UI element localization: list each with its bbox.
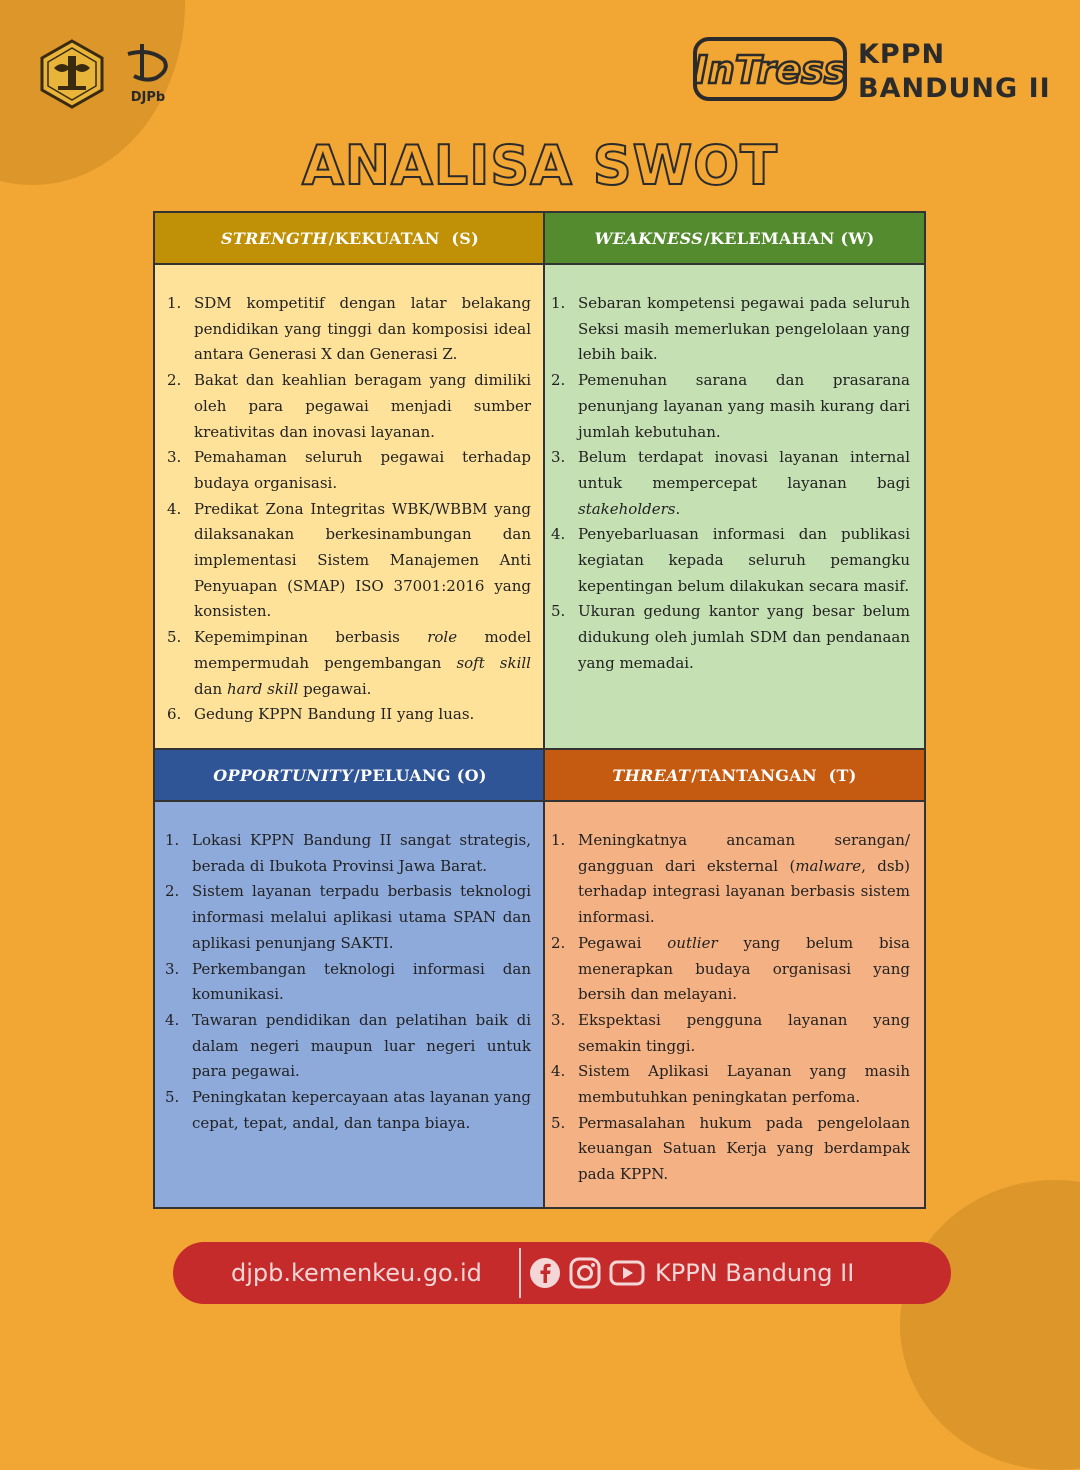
website-link[interactable]: djpb.kemenkeu.go.id xyxy=(231,1259,482,1287)
threat-item xyxy=(551,1008,910,1059)
opportunity-item-text: Sistem layanan terpadu berbasis teknologi informasi melalui aplikasi utama SPAN dan aplikasi penunjang SAKTI. xyxy=(192,882,531,952)
weakness-item xyxy=(551,599,910,676)
weakness-quadrant xyxy=(545,213,924,750)
strength-item-number: 4. xyxy=(167,499,182,518)
grid-divider-vertical xyxy=(543,213,545,1207)
djpb-emblem-icon xyxy=(120,40,176,88)
threat-item-number: 1. xyxy=(551,831,566,849)
strength-item-text: Kepemimpinan berbasis role model mempermudah pengembangan soft skill dan hard skill pegawai. xyxy=(194,628,531,698)
opportunity-item xyxy=(165,1085,531,1136)
threat-item xyxy=(551,1111,910,1188)
office-name-line1: KPPN xyxy=(858,39,946,70)
strength-item-text: Pemahaman seluruh pegawai terhadap budaya organisasi. xyxy=(194,448,531,492)
weakness-item-text: Pemenuhan sarana dan prasarana penunjang layanan yang masih kurang dari jumlah kebutuhan. xyxy=(578,371,910,441)
threat-item-text: Permasalahan hukum pada pengelolaan keuangan Satuan Kerja yang berdampak pada KPPN. xyxy=(578,1113,910,1184)
strength-item xyxy=(165,291,531,368)
strength-item-text: Bakat dan keahlian beragam yang dimiliki oleh para pegawai menjadi sumber kreativitas dan inovasi layanan. xyxy=(194,371,531,441)
weakness-item-number: 5. xyxy=(551,602,566,621)
weakness-header-italic: WEAKNESS xyxy=(594,228,703,248)
footer-divider xyxy=(519,1248,521,1298)
intress-wordmark: InTress xyxy=(693,48,847,92)
threat-quadrant xyxy=(545,750,924,1207)
opportunity-item xyxy=(165,879,531,956)
strength-item-text: SDM kompetitif dengan latar belakang pendidikan yang tinggi dan komposisi ideal antara Generasi X dan Generasi Z. xyxy=(194,294,531,364)
opportunity-item-number: 2. xyxy=(165,882,180,901)
weakness-item-number: 2. xyxy=(551,371,566,390)
threat-item-number: 2. xyxy=(551,933,566,952)
opportunity-body xyxy=(155,802,545,1136)
footer-bar xyxy=(173,1242,951,1304)
threat-header-rest: /TANTANGAN (T) xyxy=(691,765,857,785)
threat-item xyxy=(551,828,910,931)
weakness-body xyxy=(545,265,924,677)
kemenkeu-logo-icon xyxy=(36,38,108,110)
decor-circle-bottom-right xyxy=(900,1180,1080,1470)
threat-item-text: Ekspektasi pengguna layanan yang semakin tinggi. xyxy=(578,1010,910,1055)
opportunity-item xyxy=(165,828,531,879)
weakness-item-number: 3. xyxy=(551,448,566,467)
strength-item xyxy=(165,445,531,496)
opportunity-item-number: 1. xyxy=(165,831,180,849)
strength-item xyxy=(165,368,531,445)
strength-item-number: 1. xyxy=(167,294,182,312)
opportunity-item xyxy=(165,957,531,1008)
strength-header-rest: /KEKUATAN (S) xyxy=(328,228,480,248)
weakness-header xyxy=(545,213,924,265)
threat-item-number: 5. xyxy=(551,1113,566,1132)
weakness-item-text: Penyebarluasan informasi dan publikasi kegiatan kepada seluruh pemangku kepentingan belum dilakukan secara masif. xyxy=(578,525,910,595)
strength-item xyxy=(165,702,531,728)
strength-item-text: Predikat Zona Integritas WBK/WBBM yang dilaksanakan berkesinambungan dan implementasi Sistem Manajemen Anti Penyuapan (SMAP) ISO 37001:2016 yang konsisten. xyxy=(194,499,531,621)
office-name xyxy=(858,38,1051,106)
threat-header-italic: THREAT xyxy=(612,765,691,785)
weakness-item xyxy=(551,291,910,368)
strength-header xyxy=(155,213,545,265)
opportunity-item-number: 5. xyxy=(165,1088,180,1107)
opportunity-header-rest: /PELUANG (O) xyxy=(353,765,487,785)
threat-item-number: 4. xyxy=(551,1062,566,1081)
weakness-item xyxy=(551,368,910,445)
threat-item-text: Pegawai outlier yang belum bisa menerapkan budaya organisasi yang bersih dan melayani. xyxy=(578,933,910,1004)
threat-item-number: 3. xyxy=(551,1010,566,1029)
strength-quadrant xyxy=(155,213,545,750)
swot-grid xyxy=(153,211,926,1209)
weakness-item xyxy=(551,522,910,599)
opportunity-item xyxy=(165,1008,531,1085)
office-name-line2: BANDUNG II xyxy=(858,73,1051,104)
social-account-name[interactable]: KPPN Bandung II xyxy=(655,1259,855,1287)
weakness-item-number: 4. xyxy=(551,525,566,544)
intress-logo xyxy=(692,36,848,102)
threat-item xyxy=(551,1059,910,1110)
strength-item-text: Gedung KPPN Bandung II yang luas. xyxy=(194,705,475,724)
opportunity-item-number: 3. xyxy=(165,959,180,978)
threat-item xyxy=(551,931,910,1008)
strength-item xyxy=(165,625,531,702)
opportunity-item-text: Perkembangan teknologi informasi dan komunikasi. xyxy=(192,959,531,1004)
grid-divider-horizontal xyxy=(155,748,924,750)
strength-item-number: 5. xyxy=(167,628,182,647)
weakness-item-text: Ukuran gedung kantor yang besar belum didukung oleh jumlah SDM dan pendanaan yang memadai. xyxy=(578,602,910,672)
opportunity-item-text: Peningkatan kepercayaan atas layanan yang cepat, tepat, andal, dan tanpa biaya. xyxy=(192,1088,531,1132)
instagram-icon[interactable] xyxy=(569,1257,601,1289)
djpb-label: DJPb xyxy=(130,90,166,105)
weakness-item xyxy=(551,445,910,522)
threat-header xyxy=(545,750,924,802)
strength-item-number: 3. xyxy=(167,448,182,467)
threat-item-text: Sistem Aplikasi Layanan yang masih membutuhkan peningkatan perfoma. xyxy=(578,1062,910,1107)
page-title: ANALISA SWOT xyxy=(302,134,778,197)
opportunity-item-text: Tawaran pendidikan dan pelatihan baik di dalam negeri maupun luar negeri untuk para pegawai. xyxy=(192,1010,531,1081)
opportunity-header-italic: OPPORTUNITY xyxy=(213,765,353,785)
weakness-header-rest: /KELEMAHAN (W) xyxy=(703,228,875,248)
weakness-item-number: 1. xyxy=(551,294,566,312)
weakness-item-text: Belum terdapat inovasi layanan internal untuk mempercepat layanan bagi stakeholders. xyxy=(578,448,910,518)
strength-item xyxy=(165,497,531,626)
strength-header-italic: STRENGTH xyxy=(220,228,328,248)
threat-item-text: Meningkatnya ancaman serangan/ gangguan dari eksternal (malware, dsb) terhadap integrasi layanan berbasis sistem informasi. xyxy=(578,831,911,927)
strength-body xyxy=(155,265,545,728)
djpb-logo xyxy=(120,40,176,110)
opportunity-item-text: Lokasi KPPN Bandung II sangat strategis, berada di Ibukota Provinsi Jawa Barat. xyxy=(192,831,531,875)
opportunity-quadrant xyxy=(155,750,545,1207)
youtube-icon[interactable] xyxy=(609,1257,645,1289)
weakness-item-text: Sebaran kompetensi pegawai pada seluruh Seksi masih memerlukan pengelolaan yang lebih baik. xyxy=(578,294,910,364)
threat-body xyxy=(545,802,924,1188)
opportunity-header xyxy=(155,750,545,802)
strength-item-number: 2. xyxy=(167,371,182,390)
opportunity-item-number: 4. xyxy=(165,1010,180,1029)
strength-item-number: 6. xyxy=(167,705,182,724)
facebook-icon[interactable] xyxy=(529,1257,561,1289)
